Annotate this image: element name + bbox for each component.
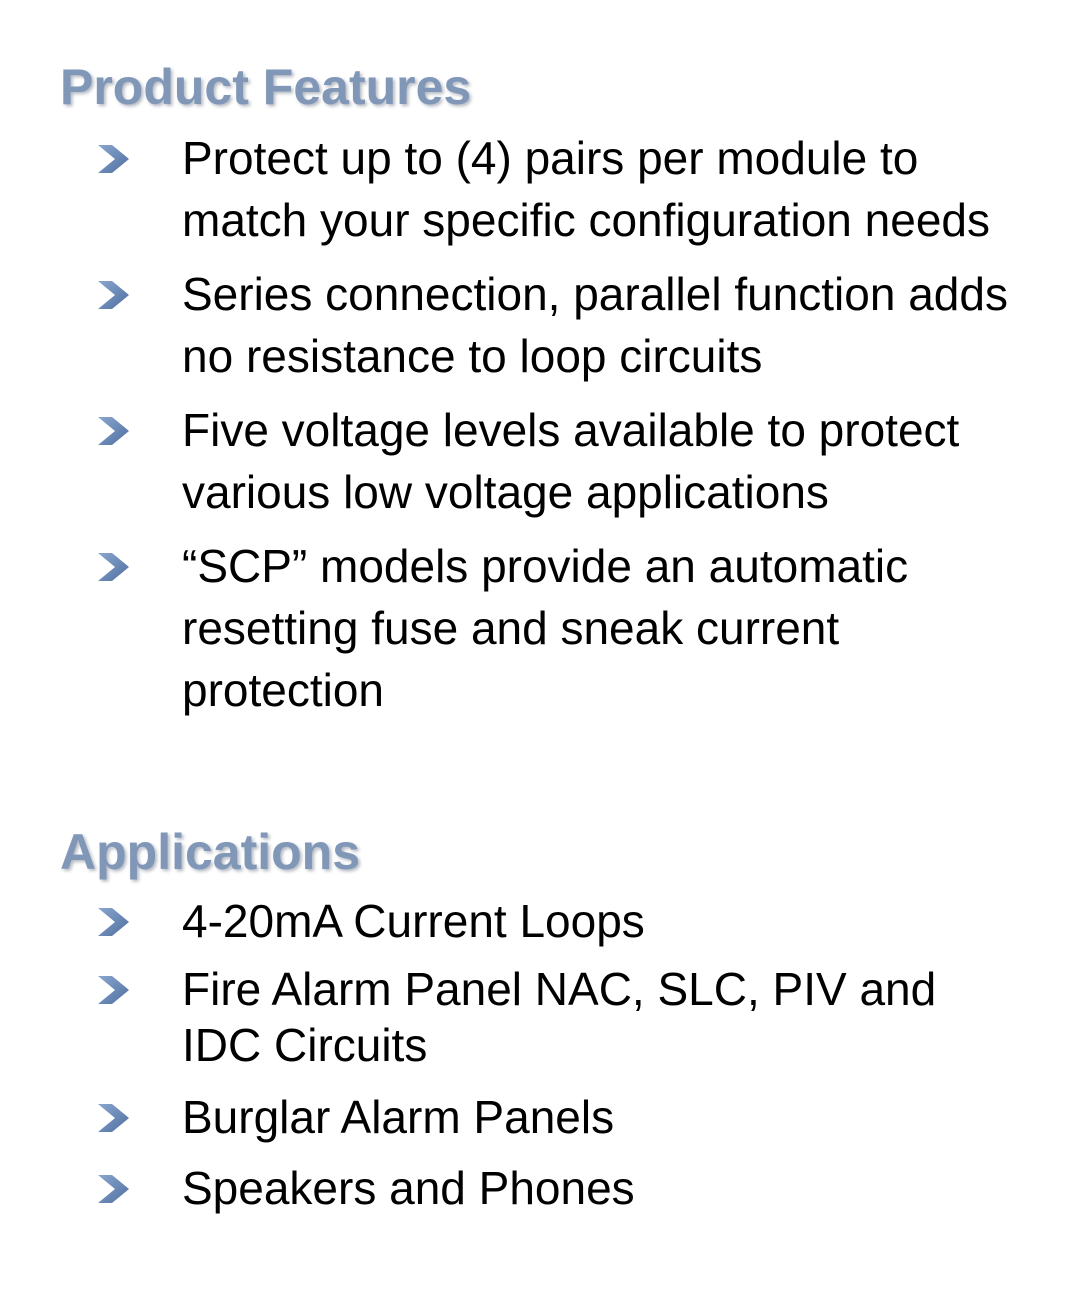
list-item xyxy=(0,1157,1080,1219)
applications-heading: Applications xyxy=(60,824,361,880)
product-features-heading: Product Features xyxy=(60,59,472,115)
list-item-text-line: Series connection, parallel function adds xyxy=(182,268,1008,320)
chevron-right-icon xyxy=(96,416,130,446)
chevron-right-icon xyxy=(96,1174,130,1204)
product-features-list xyxy=(0,127,1080,721)
chevron-right-icon xyxy=(96,552,130,582)
list-item-text-line: various low voltage applications xyxy=(182,466,829,518)
list-item xyxy=(0,263,1080,387)
chevron-right-icon xyxy=(96,280,130,310)
list-item-text-line: IDC Circuits xyxy=(182,1019,428,1071)
chevron-right-icon xyxy=(96,975,130,1005)
list-item-text-line: resetting fuse and sneak current xyxy=(182,602,840,654)
chevron-right-icon xyxy=(96,144,130,174)
list-item xyxy=(0,535,1080,721)
list-item-text-line: 4-20mA Current Loops xyxy=(182,895,645,947)
list-item-text-line: Burglar Alarm Panels xyxy=(182,1091,615,1143)
list-item-text-line: Fire Alarm Panel NAC, SLC, PIV and xyxy=(182,963,937,1015)
list-item xyxy=(0,961,1080,1073)
list-item xyxy=(0,127,1080,251)
list-item xyxy=(0,1086,1080,1148)
list-item xyxy=(0,890,1080,952)
list-item xyxy=(0,399,1080,523)
list-item-text-line: Speakers and Phones xyxy=(182,1162,635,1214)
list-item-text-line: protection xyxy=(182,664,385,716)
list-item-text-line: match your specific configuration needs xyxy=(182,194,990,246)
list-item-text-line: “SCP” models provide an automatic xyxy=(182,540,909,592)
list-item-text-line: Five voltage levels available to protect xyxy=(182,404,960,456)
list-item-text-line: Protect up to (4) pairs per module to xyxy=(182,132,919,184)
chevron-right-icon xyxy=(96,1103,130,1133)
list-item-text-line: no resistance to loop circuits xyxy=(182,330,763,382)
applications-list xyxy=(0,890,1080,1219)
chevron-right-icon xyxy=(96,907,130,937)
